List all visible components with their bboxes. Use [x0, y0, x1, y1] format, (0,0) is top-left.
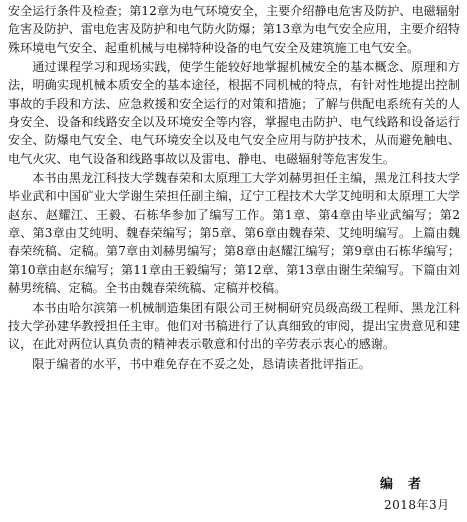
paragraph-acknowledgements: 本书由哈尔滨第一机械制造集团有限公司王树桐研究员级高级工程师、黑龙江科技大学孙建华教授担任主审。他们对书稿进行了认真细致的审阅，提出宝贵意见和建议，在此对两位认真负责的精神表示敬意和付出的辛劳表示衷心的感谢。	[8, 300, 460, 352]
paragraph-authors: 本书由黑龙江科技大学魏春荣和太原理工大学刘赫男担任主编，黑龙江科技大学毕业武和中国矿业大学谢生荣担任副主编，辽宁工程技术大学艾纯明和太原理工大学赵东、赵耀江、王毅、石栋华参加了编写工作。第1章、第4章由毕业武编写；第2章、第3章由艾纯明、魏春荣编写；第5章、第6章由魏春荣、艾纯明编写。上篇由魏春荣统稿、定稿。第7章由刘赫男编写；第8章由赵耀江编写；第9章由石栋华编写；第10章由赵东编写；第11章由王毅编写；第12章、第13章由谢生荣编写。下篇由刘赫男统稿、定稿。全书由魏春荣统稿、定稿并校稿。	[8, 171, 460, 296]
paragraph-learning-goals: 通过课程学习和现场实践，使学生能较好地掌握机械安全的基本概念、原理和方法，明确实现机械本质安全的基本途径，根据不同机械的特点，有针对性地提出控制事故的手段和方法、应急救援和安全运行的对策和措施；了解与供配电系统有关的人身安全、设备和线路安全以及环境安全等内容，掌握电击防护、电气线路和设备运行安全、防爆电气安全、电气环境安全以及电气安全应用与防护技术，从而避免触电、电气火灾、电气设备和线路事故以及雷电、静电、电磁辐射等危害发生。	[8, 60, 460, 166]
editor-signature: 编 者	[380, 477, 423, 492]
preface-body	[8, 2, 460, 373]
paragraph-closing-note: 限于编者的水平，书中难免存在不妥之处，恳请读者批评指正。	[32, 356, 371, 371]
paragraph-chapter-summary: 安全运行条件及检查；第12章为电气环境安全，主要介绍静电危害及防护、电磁辐射危害及防护、雷电危害及防护和电气防火防爆；第13章为电气安全应用，主要介绍特殊环境电气安全、起重机械与电梯特种设备的电气安全及建筑施工电气安全。	[8, 4, 460, 55]
preface-date: 2018年3月	[384, 498, 450, 512]
